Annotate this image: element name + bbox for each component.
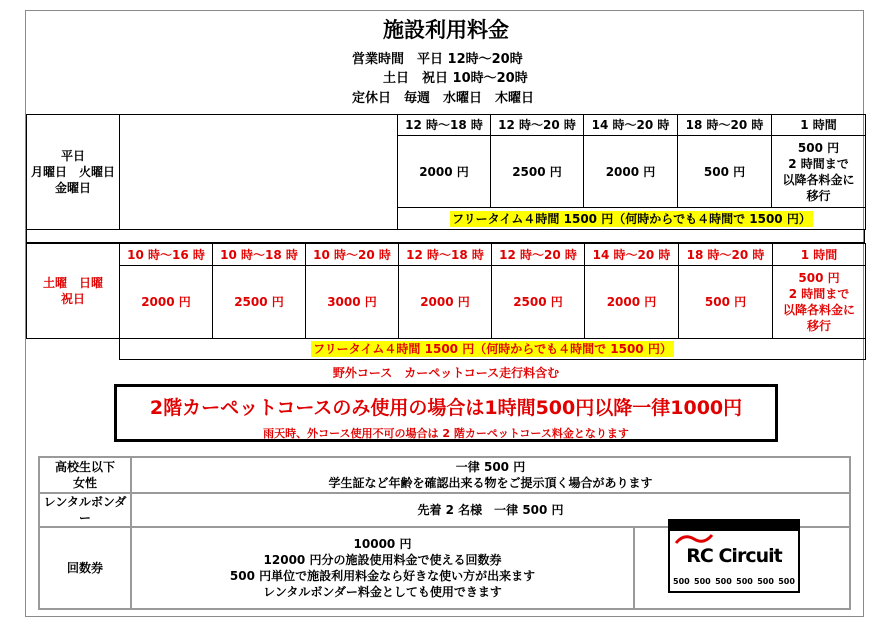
weekend-price: 2500 円 [492,266,585,339]
weekend-header: 18 時～20 時 [679,244,773,266]
weekday-header: 12 時～20 時 [491,115,584,136]
carpet-notice-box [114,384,778,442]
weekend-header: 10 時～16 時 [120,244,213,266]
ticket-value: 10000 円 12000 円分の施設使用料金で使える回数券 500 円単位で施設利用料金なら好きな使い方が出来ます レンタルボンダー料金としても使用できます [131,527,634,609]
outdoor-note: 野外コース カーペットコース走行料含む [332,366,560,380]
carpet-notice: 2階カーペットコースのみ使用の場合は1時間500円以降一律1000円 [149,397,743,419]
weekday-header: 14 時～20 時 [584,115,678,136]
closed-days: 定休日 毎週 水曜日 木曜日 [352,91,535,106]
weekend-hours: 土日 祝日 10時～20時 [383,71,528,86]
weekday-header: 1 時間 [772,115,866,136]
weekday-price: 500 円 [678,136,772,208]
business-hours: 営業時間 平日 12時～20時 [352,52,523,67]
weekend-price: 2500 円 [213,266,306,339]
rental-value: 先着 2 名様 一律 500 円 [131,493,850,527]
weekend-price: 2000 円 [399,266,492,339]
weekend-freetime-blank [27,339,120,360]
student-value: 一律 500 円 学生証など年齢を確認出来る物をご提示頂く場合があります [131,457,850,493]
weekend-header: 12 時～18 時 [399,244,492,266]
weekend-hourly: 500 円 2 時間まで 以降各料金に 移行 [773,266,866,339]
weekend-header: 14 時～20 時 [585,244,679,266]
weekday-freetime: フリータイム４時間 1500 円（何時からでも４時間で 1500 円） [398,208,866,230]
table-spacer [26,229,865,243]
weekend-table [26,243,866,360]
rc-circuit-ticket-logo [668,519,800,593]
student-label: 高校生以下 女性 [39,457,131,493]
rental-label: レンタルボンダー [39,493,131,527]
weekend-price: 2000 円 [120,266,213,339]
rain-notice: 雨天時、外コース使用不可の場合は 2 階カーペットコース料金となります [263,427,629,440]
weekday-price: 2000 円 [584,136,678,208]
weekend-header: 12 時～20 時 [492,244,585,266]
weekend-freetime: フリータイム４時間 1500 円（何時からでも４時間で 1500 円） [120,339,866,360]
weekend-price: 500 円 [679,266,773,339]
weekday-price: 2500 円 [491,136,584,208]
weekday-table [26,114,866,230]
weekday-empty-cell [120,115,398,230]
weekend-header: 1 時間 [773,244,866,266]
logo-values: 500 500 500 500 500 500 [673,577,795,586]
weekday-label: 平日 月曜日 火曜日 金曜日 [27,115,120,230]
weekday-header: 18 時～20 時 [678,115,772,136]
weekend-label: 土曜 日曜 祝日 [27,244,120,339]
logo-text: RC Circuit [686,545,782,567]
ticket-label: 回数券 [39,527,131,609]
weekday-header: 12 時～18 時 [398,115,491,136]
weekend-header: 10 時～20 時 [306,244,399,266]
weekend-header: 10 時～18 時 [213,244,306,266]
weekday-hourly: 500 円 2 時間まで 以降各料金に 移行 [772,136,866,208]
weekday-price: 2000 円 [398,136,491,208]
page-title: 施設利用料金 [383,18,509,42]
weekend-price: 2000 円 [585,266,679,339]
weekend-price: 3000 円 [306,266,399,339]
